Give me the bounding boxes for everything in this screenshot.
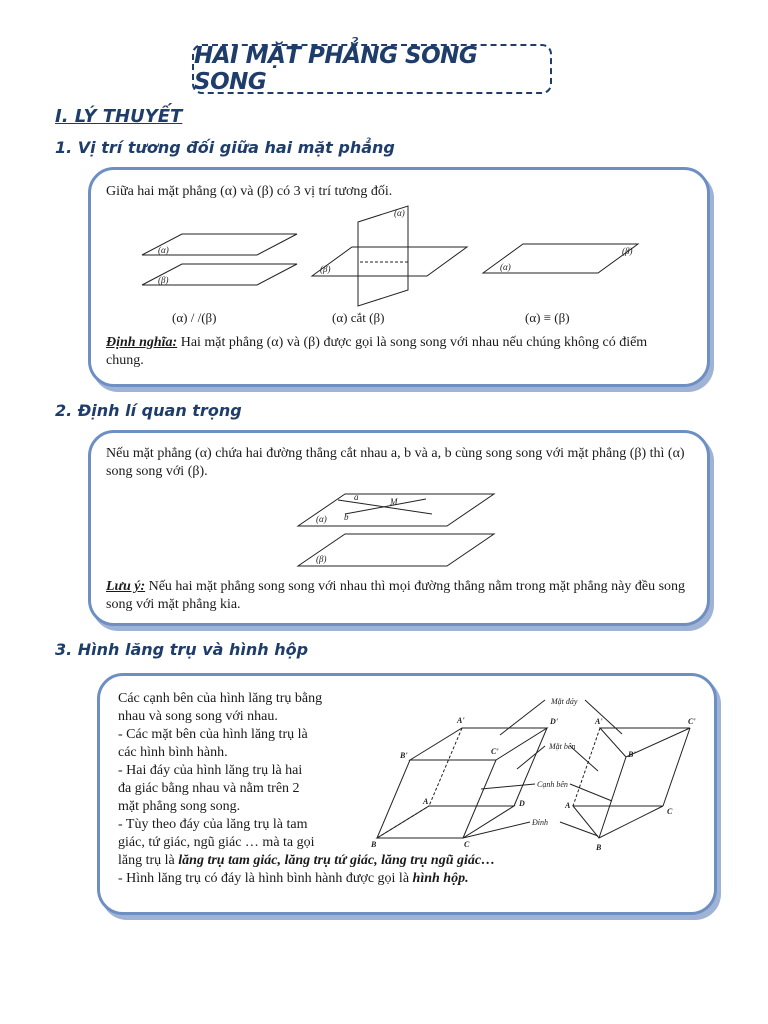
box2-note <box>106 578 691 614</box>
prism-types: lăng trụ tam giác, lăng trụ tứ giác, lăng trụ ngũ giác… <box>178 853 496 868</box>
hinh-hop-term: hình hộp. <box>412 871 469 886</box>
lbl-mat-ben: Mặt bên <box>549 742 576 751</box>
lbl-A1: A' <box>457 716 465 725</box>
prism-line-10 <box>118 852 495 870</box>
caption-parallel: (α) / /(β) <box>172 310 217 325</box>
page-title: HAI MẶT PHẲNG SONG SONG <box>194 43 478 95</box>
lbl-beta-theorem: (β) <box>316 554 327 564</box>
prism-line-1: Các cạnh bên của hình lăng trụ bằng <box>118 691 323 706</box>
lbl-D: D <box>519 799 525 808</box>
subheading-2: 2. Định lí quan trọng <box>55 401 242 420</box>
lbl-B2: B' <box>628 750 636 759</box>
lbl-D1: D' <box>550 717 558 726</box>
prism-line-5: - Hai đáy của hình lăng trụ là hai <box>118 763 303 778</box>
prism-line-3: - Các mặt bên của hình lăng trụ là <box>118 727 308 742</box>
caption-coincide: (α) ≡ (β) <box>525 310 570 325</box>
lbl-A3: A <box>565 801 571 810</box>
lbl-C: C <box>464 840 470 849</box>
note-label: Lưu ý: <box>106 579 146 594</box>
prism-line-7: mặt phẳng song song. <box>118 799 241 814</box>
prism-line-11 <box>118 870 469 888</box>
lbl-alpha-3: (α) <box>500 262 511 272</box>
lbl-A: A <box>423 797 429 806</box>
prism-line-9: giác, tứ giác, ngũ giác … mà ta gọi <box>118 835 315 850</box>
subheading-3: 3. Hình lăng trụ và hình hộp <box>55 640 309 659</box>
lbl-B1: B' <box>400 751 408 760</box>
lbl-B3: B <box>596 843 602 852</box>
section-heading: I. LÝ THUYẾT <box>55 106 183 127</box>
lbl-alpha-1: (α) <box>158 245 169 255</box>
lbl-C2: C' <box>688 717 696 726</box>
prism-line-6: đa giác bằng nhau và nằm trên 2 <box>118 781 300 796</box>
definition-text: Hai mặt phẳng (α) và (β) được gọi là song song với nhau nếu chúng không có điểm chung. <box>106 335 648 368</box>
lbl-beta-3: (β) <box>622 246 633 256</box>
box1-intro: Giữa hai mặt phẳng (α) và (β) có 3 vị trí tương đối. <box>106 184 393 199</box>
theorem-text: Nếu mặt phẳng (α) chứa hai đường thẳng cắt nhau a, b và a, b cùng song song với mặt phẳng (β) thì (α) song song với (β). <box>106 446 685 479</box>
prism-line-8: - Tùy theo đáy của lăng trụ là tam <box>118 817 308 832</box>
prism-line-10a: lăng trụ là <box>118 853 179 868</box>
lbl-alpha-2: (α) <box>394 208 405 218</box>
lbl-A2: A' <box>595 717 603 726</box>
lbl-canh-ben: Cạnh bên <box>537 780 568 789</box>
lbl-C1: C' <box>491 747 499 756</box>
box1-definition <box>106 334 686 370</box>
lbl-beta-1: (β) <box>158 275 169 285</box>
lbl-C3: C <box>667 807 673 816</box>
lbl-b: b <box>344 512 349 522</box>
lbl-beta-2: (β) <box>320 264 331 274</box>
note-text: Nếu hai mặt phẳng song song với nhau thì mọi đường thẳng nằm trong mặt phẳng này đều song song với mặt phẳng kia. <box>106 579 686 612</box>
title-box <box>192 44 552 94</box>
lbl-mat-day: Mặt đáy <box>551 697 578 706</box>
subheading-1: 1. Vị trí tương đối giữa hai mặt phẳng <box>55 138 395 157</box>
lbl-M: M <box>390 497 398 507</box>
lbl-a: a <box>354 492 359 502</box>
lbl-alpha-theorem: (α) <box>316 514 327 524</box>
lbl-B: B <box>371 840 377 849</box>
prism-line-11a: - Hình lăng trụ có đáy là hình bình hành được gọi là <box>118 871 413 886</box>
prism-line-2: nhau và song song với nhau. <box>118 709 278 724</box>
definition-label: Định nghĩa: <box>106 335 178 350</box>
caption-intersect: (α) cắt (β) <box>332 310 385 325</box>
prism-line-4: các hình bình hành. <box>118 745 228 760</box>
lbl-dinh: Đỉnh <box>532 818 548 827</box>
